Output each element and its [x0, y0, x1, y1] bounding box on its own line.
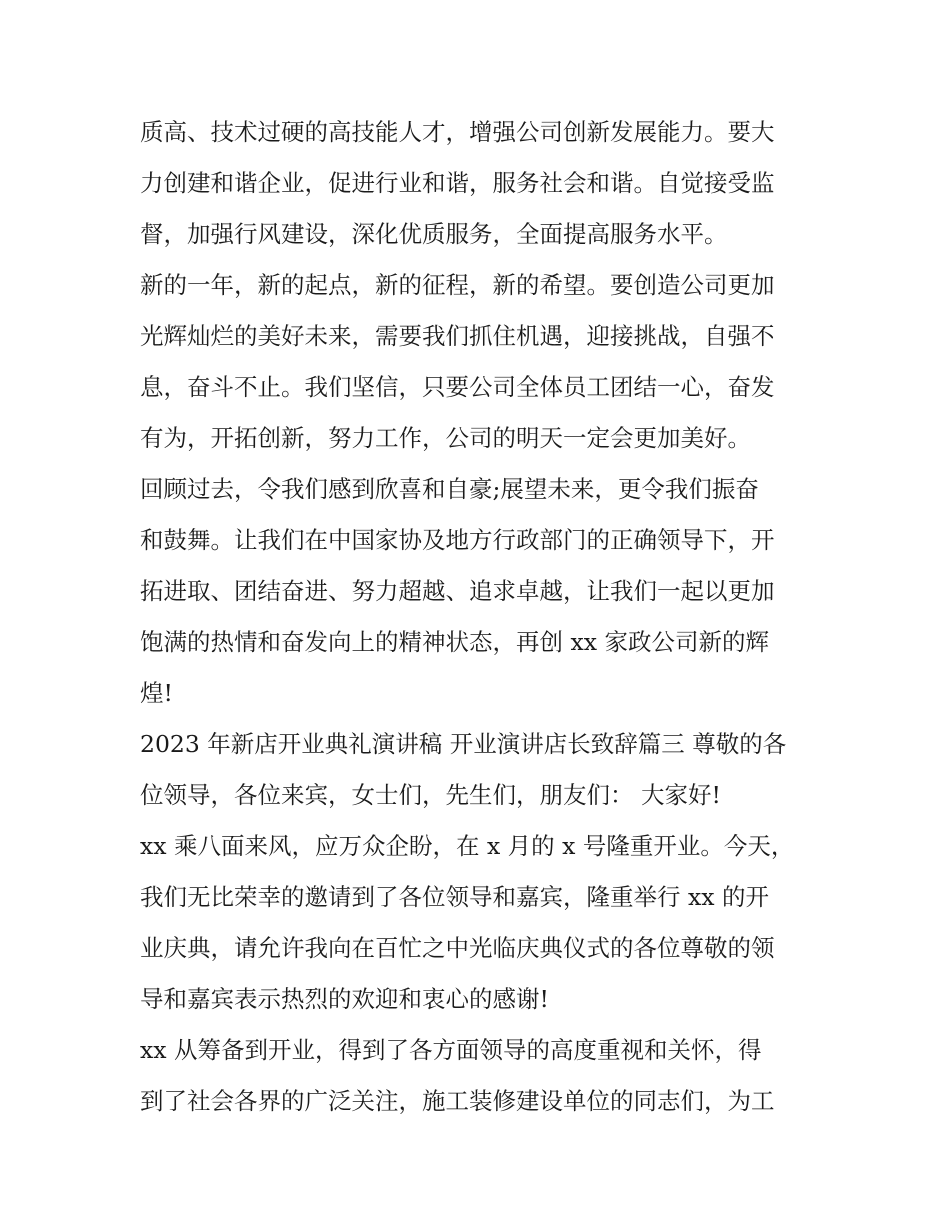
text-line: 煌! — [140, 679, 173, 707]
document-body — [140, 107, 820, 1127]
text-line: 质高、技术过硬的高技能人才，增强公司创新发展能力。要大 — [140, 118, 775, 146]
text-line: 有为，开拓创新，努力工作，公司的明天一定会更加美好。 — [140, 424, 751, 452]
text-line: xx 乘八面来风，应万众企盼，在 x 月的 x 号隆重开业。今天， — [140, 832, 795, 860]
text-line: 饱满的热情和奋发向上的精神状态，再创 xx 家政公司新的辉 — [140, 628, 769, 656]
text-line: 2023 年新店开业典礼演讲稿 开业演讲店长致辞篇三 尊敬的各 — [140, 730, 787, 758]
text-line: 督，加强行风建设，深化优质服务，全面提高服务水平。 — [140, 220, 728, 248]
text-line: 位领导，各位来宾，女士们，先生们，朋友们： 大家好! — [140, 781, 721, 809]
text-line: 回顾过去，令我们感到欣喜和自豪;展望未来，更令我们振奋 — [140, 475, 759, 503]
text-line: 我们无比荣幸的邀请到了各位领导和嘉宾，隆重举行 xx 的开 — [140, 883, 769, 911]
text-line: 导和嘉宾表示热烈的欢迎和衷心的感谢! — [140, 985, 549, 1013]
text-line: 息，奋斗不止。我们坚信，只要公司全体员工团结一心，奋发 — [140, 373, 775, 401]
text-line: 业庆典，请允许我向在百忙之中光临庆典仪式的各位尊敬的领 — [140, 934, 775, 962]
text-line: 新的一年，新的起点，新的征程，新的希望。要创造公司更加 — [140, 271, 775, 299]
text-line: 力创建和谐企业，促进行业和谐，服务社会和谐。自觉接受监 — [140, 169, 775, 197]
text-line: xx 从筹备到开业，得到了各方面领导的高度重视和关怀，得 — [140, 1036, 762, 1064]
text-line: 和鼓舞。让我们在中国家协及地方行政部门的正确领导下，开 — [140, 526, 775, 554]
text-line: 到了社会各界的广泛关注，施工装修建设单位的同志们，为工 — [140, 1087, 775, 1115]
text-line: 光辉灿烂的美好未来，需要我们抓住机遇，迎接挑战，自强不 — [140, 322, 775, 350]
text-line: 拓进取、团结奋进、努力超越、追求卓越，让我们一起以更加 — [140, 577, 775, 605]
